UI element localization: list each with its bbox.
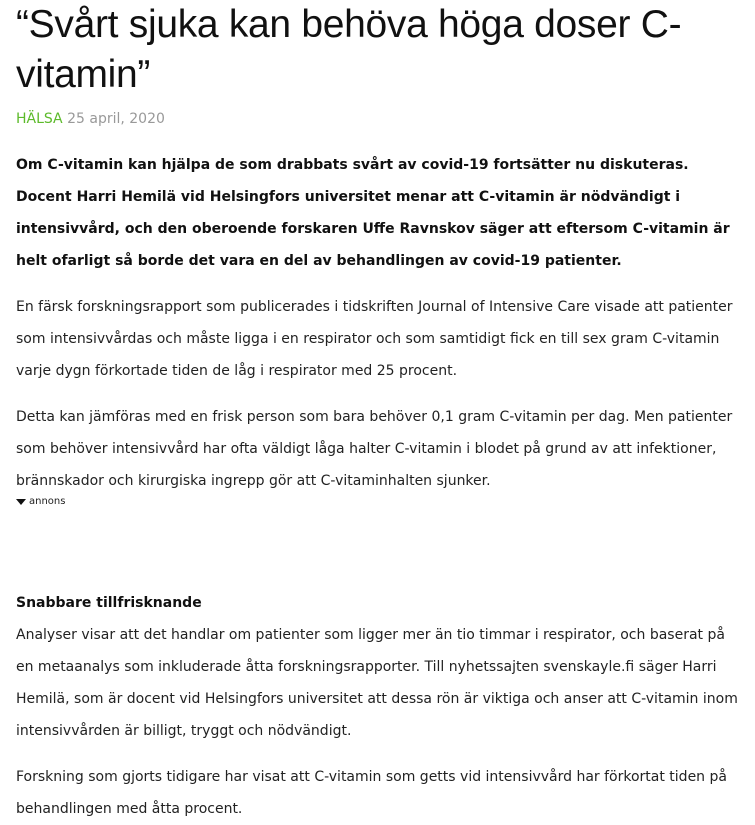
article-lead: Om C-vitamin kan hjälpa de som drabbats svårt av covid-19 fortsätter nu diskuteras. Docent Harri Hemilä vid Helsingfors universitet menar att C-vitamin är nödvändigt i intensivvård, och den oberoende forskaren Uffe Ravnskov säger att eftersom C-vitamin är helt ofarligt så borde det vara en del av behandlingen av covid-19 patienter. bbox=[16, 157, 730, 269]
article-paragraph: En färsk forskningsrapport som publicerades i tidskriften Journal of Intensive Care visade att patienter som intensivvårdas och måste ligga i en respirator och som samtidigt fick en till sex gram C-vitamin varje dygn förkortade tiden de låg i respirator med 25 procent. bbox=[16, 299, 733, 379]
article-meta bbox=[16, 109, 743, 129]
ad-label: annons bbox=[29, 496, 66, 507]
article-paragraph: Forskning som gjorts tidigare har visat att C-vitamin som getts vid intensivvård har förkortat tiden på behandlingen med åtta procent. bbox=[16, 769, 727, 817]
ad-toggle[interactable] bbox=[16, 495, 743, 509]
article-paragraph: Analyser visar att det handlar om patienter som ligger mer än tio timmar i respirator, och baserat på en metaanalys som inkluderade åtta forskningsrapporter. Till nyhetssajten svenskayle.fi säger Harri Hemilä, som är docent vid Helsingfors universitet att dessa rön är viktiga och anser att C-vitamin inom intensivvården är billigt, tryggt och nödvändigt. bbox=[16, 627, 738, 739]
ad-slot bbox=[16, 509, 743, 593]
caret-down-icon bbox=[16, 499, 26, 505]
section-subheading: Snabbare tillfrisknande bbox=[16, 595, 202, 611]
category-link[interactable]: HÄLSA bbox=[16, 111, 63, 127]
article bbox=[16, 0, 743, 825]
publish-date: 25 april, 2020 bbox=[67, 111, 165, 127]
article-title: “Svårt sjuka kan behöva höga doser C-vitamin” bbox=[16, 3, 682, 96]
article-paragraph: Detta kan jämföras med en frisk person som bara behöver 0,1 gram C-vitamin per dag. Men patienter som behöver intensivvård har ofta väldigt låga halter C-vitamin i blodet på grund av att infektioner, brännskador och kirurgiska ingrepp gör att C-vitaminhalten sjunker. bbox=[16, 409, 733, 489]
